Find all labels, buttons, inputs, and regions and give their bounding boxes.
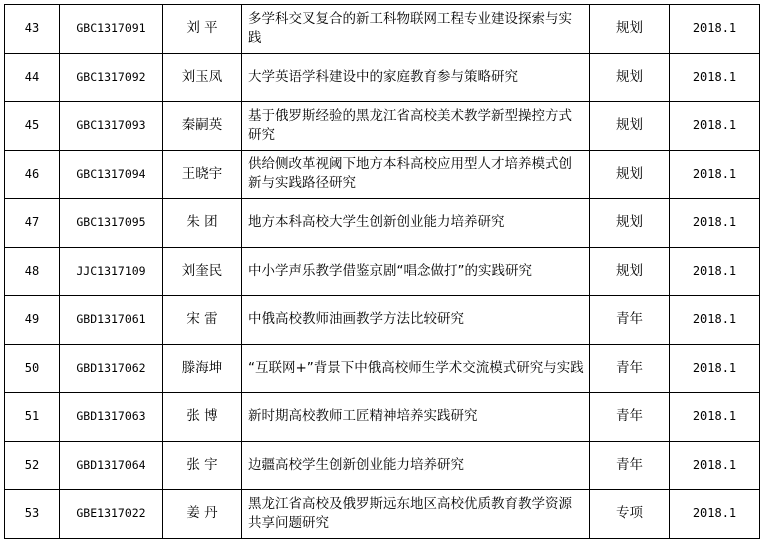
project-title: 新时期高校教师工匠精神培养实践研究: [242, 393, 590, 442]
project-table: [4, 4, 760, 539]
row-number: 45: [5, 102, 60, 151]
project-title: 大学英语学科建设中的家庭教育参与策略研究: [242, 53, 590, 102]
project-type: 青年: [590, 344, 670, 393]
row-number: 51: [5, 393, 60, 442]
table-row: [5, 247, 760, 296]
table-row: [5, 344, 760, 393]
row-number: 47: [5, 199, 60, 248]
project-code: GBC1317094: [60, 150, 163, 199]
person-name: 王晓宇: [163, 150, 242, 199]
project-code: GBD1317062: [60, 344, 163, 393]
project-type: 规划: [590, 247, 670, 296]
table-row: [5, 53, 760, 102]
project-code: GBD1317064: [60, 441, 163, 490]
project-type: 规划: [590, 150, 670, 199]
person-name: 刘 平: [163, 5, 242, 54]
project-title: 地方本科高校大学生创新创业能力培养研究: [242, 199, 590, 248]
row-number: 50: [5, 344, 60, 393]
project-title: 中小学声乐教学借鉴京剧“唱念做打”的实践研究: [242, 247, 590, 296]
project-code: GBC1317092: [60, 53, 163, 102]
table-row: [5, 393, 760, 442]
person-name: 张 博: [163, 393, 242, 442]
project-date: 2018.1: [670, 247, 760, 296]
project-type: 规划: [590, 5, 670, 54]
project-code: GBD1317061: [60, 296, 163, 345]
person-name: 滕海坤: [163, 344, 242, 393]
row-number: 46: [5, 150, 60, 199]
project-date: 2018.1: [670, 344, 760, 393]
project-type: 青年: [590, 296, 670, 345]
row-number: 52: [5, 441, 60, 490]
project-type: 青年: [590, 441, 670, 490]
person-name: 刘玉凤: [163, 53, 242, 102]
project-title: 多学科交叉复合的新工科物联网工程专业建设探索与实践: [242, 5, 590, 54]
person-name: 朱 团: [163, 199, 242, 248]
project-date: 2018.1: [670, 150, 760, 199]
project-code: GBC1317095: [60, 199, 163, 248]
project-date: 2018.1: [670, 5, 760, 54]
project-date: 2018.1: [670, 199, 760, 248]
project-title: 黑龙江省高校及俄罗斯远东地区高校优质教育教学资源共享问题研究: [242, 490, 590, 539]
row-number: 43: [5, 5, 60, 54]
row-number: 53: [5, 490, 60, 539]
project-type: 青年: [590, 393, 670, 442]
project-title: “互联网+”背景下中俄高校师生学术交流模式研究与实践: [242, 344, 590, 393]
person-name: 刘奎民: [163, 247, 242, 296]
table-row: [5, 296, 760, 345]
row-number: 48: [5, 247, 60, 296]
project-code: JJC1317109: [60, 247, 163, 296]
project-title: 边疆高校学生创新创业能力培养研究: [242, 441, 590, 490]
table-row: [5, 199, 760, 248]
row-number: 49: [5, 296, 60, 345]
project-code: GBC1317091: [60, 5, 163, 54]
person-name: 秦嗣英: [163, 102, 242, 151]
project-code: GBD1317063: [60, 393, 163, 442]
project-date: 2018.1: [670, 53, 760, 102]
project-title: 基于俄罗斯经验的黑龙江省高校美术教学新型操控方式研究: [242, 102, 590, 151]
project-type: 规划: [590, 199, 670, 248]
table-row: [5, 102, 760, 151]
table-row: [5, 441, 760, 490]
project-title: 中俄高校教师油画教学方法比较研究: [242, 296, 590, 345]
project-date: 2018.1: [670, 102, 760, 151]
person-name: 姜 丹: [163, 490, 242, 539]
row-number: 44: [5, 53, 60, 102]
table-row: [5, 490, 760, 539]
project-date: 2018.1: [670, 490, 760, 539]
person-name: 宋 雷: [163, 296, 242, 345]
project-code: GBC1317093: [60, 102, 163, 151]
project-type: 规划: [590, 102, 670, 151]
project-type: 规划: [590, 53, 670, 102]
project-type: 专项: [590, 490, 670, 539]
project-code: GBE1317022: [60, 490, 163, 539]
table-body: [5, 5, 760, 539]
project-date: 2018.1: [670, 393, 760, 442]
project-title: 供给侧改革视阈下地方本科高校应用型人才培养模式创新与实践路径研究: [242, 150, 590, 199]
table-row: [5, 5, 760, 54]
project-date: 2018.1: [670, 441, 760, 490]
project-date: 2018.1: [670, 296, 760, 345]
table-row: [5, 150, 760, 199]
person-name: 张 宇: [163, 441, 242, 490]
